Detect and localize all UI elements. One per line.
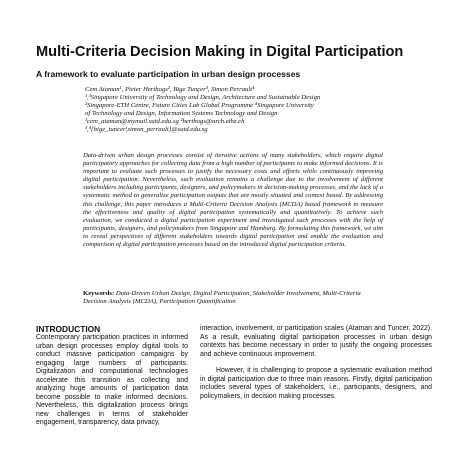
paper-title: Multi-Criteria Decision Making in Digital Participation [36,44,404,60]
affiliation-line: ²Singapore-ETH Centre, Future Cities Lab Global Programme ⁴Singapore University [85,102,314,110]
intro-paragraph: However, it is challenging to propose a systematic evaluation method in digital participation due to three main reasons. Firstly, digital participation includes several types of stakeholders, i.e., participants, designers, and policymakers, in decision making processes. [200,367,432,400]
keywords-label: Keywords: [83,290,115,297]
author-names: Cem Ataman¹, Pieter Herthogs², Bige Tunçer³, Simon Perrault⁴ [85,86,255,93]
intro-paragraph: interaction, involvement, or participation scales (Ataman and Tuncer, 2022). As a result, evaluating digital participation processes in urban design contexts has become necessary in order to justify the ongoing processes and achieve continuous improvement. [200,325,432,358]
body-column-right [200,325,432,401]
section-heading-introduction: INTRODUCTION [36,324,101,334]
affiliation-line: ¹,³Singapore University of Technology and Design, Architecture and Sustainable Design [85,94,321,102]
body-column-left [36,334,188,428]
abstract: Data-driven urban design processes consist of iterative actions of many stakeholders, which require digital participatory approaches for collecting data from a high number of participants to make informed decisions. It is important to evaluate such processes to justify the necessary costs and efforts while continuously improving digital participation. Nevertheless, such evaluation remains a challenge due to the involvement of different stakeholders including participants, designers, and policymakers in decision-making processes, and the lack of a systematic method to generalize participation outputs that are mostly situated and context based. By addressing this challenge, this paper introduces a Multi-Criteria Decision Analysis (MCDA) based framework to measure the effectiveness and quality of digital participation systematically and quantitatively. To achieve such evaluation, we conducted a digital participation experiment and investigated such processes with the help of participants, designers, and policymakers from Singapore and Hamburg. By formulating this framework, we aim to reveal perspectives of different stakeholders towards digital participation and enable the evaluation and comparison of digital participation processes based on the introduced digital participation criteria. [83,152,383,249]
intro-paragraph: Contemporary participation practices in informed urban design processes employ digital tools to conduct massive participation campaigns by engaging large numbers of participants. Digitalization and computational technologies accelerate this transition as collecting and analyzing huge amounts of participation data become possible to make informed decisions. Nevertheless, this digitalization process brings new challenges in terms of stakeholder engagement, transparency, data privacy, [36,334,188,426]
keywords-block [83,290,383,306]
affiliation-line: of Technology and Design, Information Systems Technology and Design [85,110,278,118]
author-block [85,86,445,135]
paper-subtitle: A framework to evaluate participation in urban design processes [36,69,301,79]
email-line: ¹cem_ataman@mymail.sutd.edu.sg ²herthogs@arch.ethz.ch [85,118,245,126]
keywords-text: Data-Driven Urban Design, Digital Participation, Stakeholder Involvement, Multi-Criteria Decision Analysis (MCDA), Participation Quantification [83,290,361,306]
email-line: ³,⁴{bige_tuncer|simon_perrault}@sutd.edu.sg [85,126,208,134]
